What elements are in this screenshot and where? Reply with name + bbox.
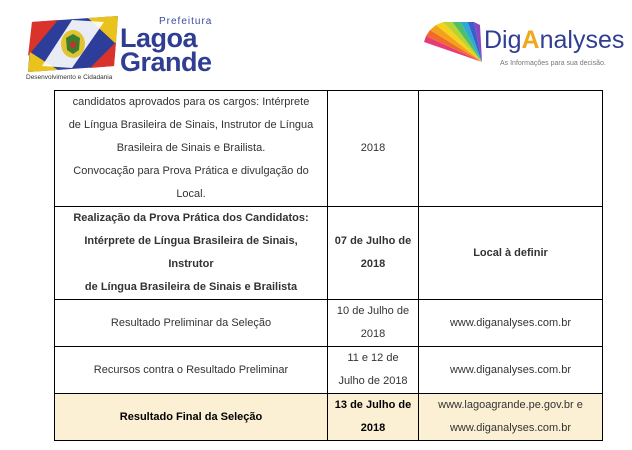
activity-line: Realização da Prova Prática dos Candidatos: bbox=[73, 212, 309, 224]
prefeitura-logo bbox=[26, 14, 231, 80]
brand-nalyses-text: nalyses bbox=[539, 26, 625, 54]
activity-cell bbox=[55, 207, 328, 300]
logo-prefeitura-text: Prefeitura bbox=[159, 16, 213, 27]
brand-a-text: A bbox=[521, 26, 540, 54]
table-row bbox=[55, 91, 603, 207]
activity-line: Intérprete de Língua Brasileira de Sinais, Instrutor bbox=[84, 235, 298, 270]
location-cell bbox=[419, 207, 603, 300]
location-link[interactable]: www.lagoagrande.pe.gov.br e bbox=[438, 399, 583, 411]
date-line: 2018 bbox=[360, 142, 386, 154]
activity-line: Brasileira de Sinais e Brailista. bbox=[116, 142, 266, 154]
date-line: 2018 bbox=[360, 258, 386, 270]
location-line: Local à definir bbox=[473, 246, 548, 259]
location-link[interactable]: www.diganalyses.com.br bbox=[449, 316, 572, 329]
schedule-table bbox=[54, 90, 603, 441]
activity-line: Recursos contra o Resultado Preliminar bbox=[93, 363, 289, 376]
table-row bbox=[55, 207, 603, 300]
activity-line: Resultado Preliminar da Seleção bbox=[110, 316, 272, 329]
date-line: 07 de Julho de bbox=[334, 235, 412, 247]
logo-caption: Desenvolvimento e Cidadania bbox=[26, 74, 113, 81]
date-cell bbox=[328, 300, 419, 347]
date-line: Julho de 2018 bbox=[338, 375, 408, 387]
date-cell bbox=[328, 347, 419, 394]
activity-line: Local. bbox=[176, 188, 206, 200]
location-cell bbox=[419, 347, 603, 394]
diganalyses-logo bbox=[420, 22, 625, 72]
date-line: 2018 bbox=[360, 422, 386, 434]
date-line: 11 e 12 de bbox=[347, 352, 399, 364]
table-row bbox=[55, 347, 603, 394]
activity-cell bbox=[55, 394, 328, 441]
activity-line: Convocação para Prova Prática e divulgação do bbox=[73, 165, 309, 177]
date-cell bbox=[328, 394, 419, 441]
activity-line: candidatos aprovados para os cargos: Intérprete bbox=[72, 96, 310, 108]
date-line: 10 de Julho de bbox=[336, 305, 410, 317]
date-cell bbox=[328, 207, 419, 300]
activity-cell bbox=[55, 91, 328, 207]
logo-lagoa-text: Lagoa bbox=[120, 23, 198, 53]
date-line: 13 de Julho de bbox=[334, 399, 412, 411]
location-cell bbox=[419, 300, 603, 347]
activity-line: de Língua Brasileira de Sinais, Instrutor de Língua bbox=[68, 119, 314, 131]
activity-line: de Língua Brasileira de Sinais e Brailista bbox=[84, 281, 298, 293]
logo-grande-text: Grande bbox=[120, 47, 212, 77]
diganalyses-fan-icon bbox=[420, 22, 486, 66]
brand-dig-text: Dig bbox=[484, 26, 522, 54]
table-row-final bbox=[55, 394, 603, 441]
lagoa-grande-flag-icon bbox=[28, 16, 118, 72]
location-link[interactable]: www.diganalyses.com.br bbox=[449, 422, 572, 434]
activity-line: Resultado Final da Seleção bbox=[119, 410, 263, 423]
diganalyses-wordmark bbox=[484, 26, 624, 55]
location-cell bbox=[419, 91, 603, 207]
activity-cell bbox=[55, 300, 328, 347]
date-line: 2018 bbox=[360, 328, 386, 340]
activity-cell bbox=[55, 347, 328, 394]
location-link[interactable]: www.diganalyses.com.br bbox=[449, 363, 572, 376]
location-cell bbox=[419, 394, 603, 441]
date-cell bbox=[328, 91, 419, 207]
diganalyses-tagline: As Informações para sua decisão. bbox=[500, 60, 606, 67]
table-row bbox=[55, 300, 603, 347]
